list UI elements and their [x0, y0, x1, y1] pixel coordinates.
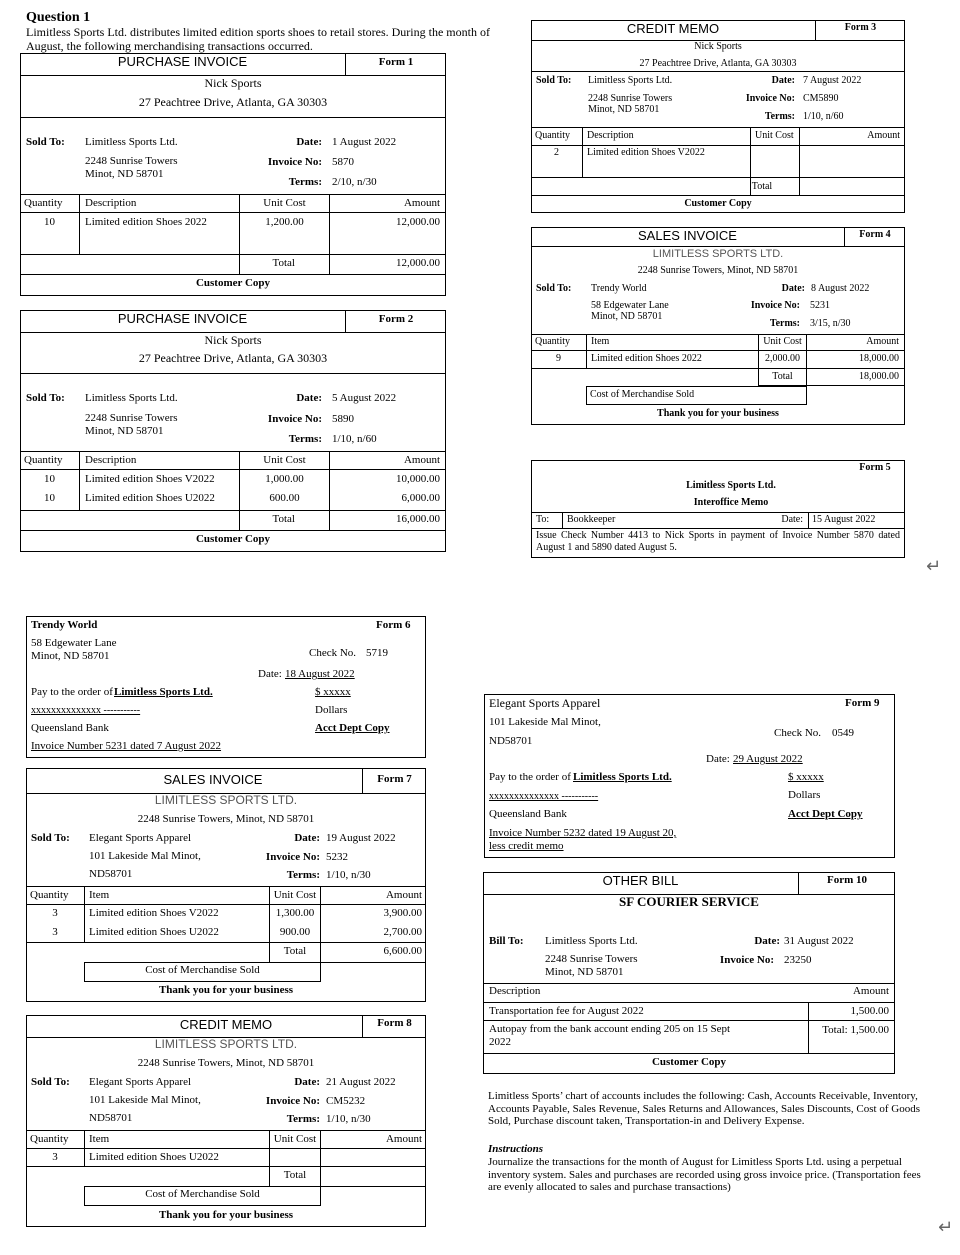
date-label: Date:	[296, 136, 322, 148]
payer-name: Trendy World	[31, 619, 98, 631]
form-number: Form 5	[859, 462, 891, 473]
vendor-name: Nick Sports	[694, 41, 742, 52]
buyer-name: Trendy World	[591, 283, 647, 294]
invoice-number: 5890	[332, 413, 354, 425]
buyer-address-2: Minot, ND 58701	[591, 311, 663, 322]
pay-to-label: Pay to the order of	[489, 771, 571, 783]
header-description: Description	[85, 454, 137, 466]
row-unit-cost: 900.00	[279, 926, 311, 938]
buyer-address-2: ND58701	[89, 1112, 133, 1124]
form-title: PURCHASE INVOICE	[117, 54, 248, 69]
sold-to-label: Sold To:	[26, 136, 65, 148]
header-quantity: Quantity	[535, 130, 570, 141]
buyer-name: Limitless Sports Ltd.	[545, 935, 638, 947]
check-date: 18 August 2022	[285, 668, 355, 680]
buyer-name: Limitless Sports Ltd.	[85, 136, 178, 148]
header-unit-cost: Unit Cost	[755, 130, 794, 141]
buyer-address-2: Minot, ND 58701	[588, 104, 660, 115]
vendor-address: 27 Peachtree Drive, Atlanta, GA 30303	[639, 58, 797, 69]
row-unit-cost: 1,300.00	[275, 907, 315, 919]
row-amount: 18,000.00	[859, 353, 899, 364]
seller-name: LIMITLESS SPORTS LTD.	[154, 1037, 298, 1051]
total-amount: 16,000.00	[396, 513, 440, 525]
form-number: Form 3	[844, 22, 877, 33]
terms-label: Terms:	[286, 1113, 320, 1125]
form-title: SALES INVOICE	[638, 228, 737, 243]
header-unit-cost: Unit Cost	[273, 889, 317, 901]
form-title: PURCHASE INVOICE	[117, 311, 248, 326]
seller-name: LIMITLESS SPORTS LTD.	[652, 248, 784, 260]
terms: 2/10, n/30	[332, 176, 377, 188]
row-quantity: 10	[44, 216, 55, 228]
total-label: Total	[272, 513, 295, 525]
header-amount: Amount	[852, 985, 889, 997]
buyer-address-2: Minot, ND 58701	[85, 425, 164, 437]
header-unit-cost: Unit Cost	[273, 1133, 317, 1145]
terms-label: Terms:	[769, 318, 800, 329]
check-amount: $ xxxxx	[315, 686, 351, 698]
header-item: Item	[89, 1133, 110, 1145]
buyer-address-1: 2248 Sunrise Towers	[545, 953, 638, 965]
total-amount: 18,000.00	[859, 371, 899, 382]
dollars-label: Dollars	[788, 789, 821, 801]
header-amount: Amount	[385, 1133, 422, 1145]
row-quantity: 3	[52, 907, 58, 919]
total-amount: Total: 1,500.00	[822, 1024, 889, 1036]
invoice-number: 5231	[810, 300, 830, 311]
amount-in-words: xxxxxxxxxxxxxx -----------	[489, 791, 599, 802]
check-memo: Invoice Number 5231 dated 7 August 2022	[31, 740, 222, 752]
payer-address-2: Minot, ND 58701	[31, 650, 110, 662]
row-unit-cost: 1,000.00	[265, 473, 304, 485]
invoice-date: 8 August 2022	[811, 283, 870, 294]
terms-label: Terms:	[764, 111, 795, 122]
autopay-note: Autopay from the bank account ending 205 on 15 Sept 2022	[489, 1023, 731, 1048]
vendor-name: Nick Sports	[204, 76, 262, 90]
dollars-label: Dollars	[315, 704, 348, 716]
invoice-number: 23250	[784, 954, 812, 966]
invoice-date: 1 August 2022	[332, 136, 397, 148]
payer-address-1: 101 Lakeside Mal Minot,	[489, 716, 601, 728]
invoice-number-label: Invoice No:	[265, 851, 320, 863]
form-title: CREDIT MEMO	[179, 1017, 273, 1032]
row-amount: 12,000.00	[396, 216, 440, 228]
bank-name: Queensland Bank	[31, 722, 109, 734]
terms-label: Terms:	[288, 176, 322, 188]
thank-you-note: Thank you for your business	[158, 984, 294, 996]
invoice-number: 5232	[326, 851, 348, 863]
vendor-address: 27 Peachtree Drive, Atlanta, GA 30303	[138, 351, 328, 365]
invoice-number: CM5890	[803, 93, 839, 104]
thank-you-note: Thank you for your business	[657, 408, 779, 419]
date-label: Date:	[294, 832, 320, 844]
payer-address-1: 58 Edgewater Lane	[31, 637, 117, 649]
row-unit-cost: 2,000.00	[765, 353, 800, 364]
customer-copy: Customer Copy	[684, 198, 752, 209]
header-item: Item	[89, 889, 110, 901]
header-quantity: Quantity	[24, 197, 63, 209]
bill-to-label: Bill To:	[489, 935, 524, 947]
invoice-number: 5870	[332, 156, 354, 168]
header-item: Item	[591, 336, 610, 347]
form-number: Form 6	[376, 619, 411, 631]
customer-copy: Customer Copy	[195, 533, 271, 545]
vendor-name: SF COURIER SERVICE	[619, 894, 759, 909]
check-number-label: Check No.	[309, 647, 357, 659]
memo-date: 7 August 2022	[803, 75, 862, 86]
date-label: Date:	[781, 514, 803, 525]
total-label: Total	[772, 371, 793, 382]
header-unit-cost: Unit Cost	[763, 336, 802, 347]
cogs-label: Cost of Merchandise Sold	[590, 389, 695, 400]
date-label: Date:	[771, 75, 795, 86]
date-label: Date:	[706, 753, 730, 765]
header-description: Description	[489, 985, 541, 997]
check-memo-line1: Invoice Number 5232 dated 19 August 20,	[489, 827, 677, 839]
form-title: CREDIT MEMO	[626, 21, 720, 36]
row-quantity: 9	[556, 353, 561, 364]
header-amount: Amount	[385, 889, 422, 901]
buyer-address-2: ND58701	[89, 868, 133, 880]
buyer-name: Elegant Sports Apparel	[89, 832, 192, 844]
bank-name: Queensland Bank	[489, 808, 567, 820]
total-amount: 6,600.00	[383, 945, 422, 957]
row-amount: 6,000.00	[401, 492, 440, 504]
sold-to-label: Sold To:	[31, 832, 70, 844]
payer-address-2: ND58701	[489, 735, 533, 747]
bill-date: 31 August 2022	[784, 935, 854, 947]
terms: 1/10, n/60	[332, 433, 377, 445]
amount-in-words: xxxxxxxxxxxxxx -----------	[31, 705, 141, 716]
terms: 3/15, n/30	[810, 318, 851, 329]
thank-you-note: Thank you for your business	[158, 1209, 294, 1221]
payee-name: Limitless Sports Ltd.	[573, 771, 672, 783]
form-number: Form 7	[377, 773, 412, 785]
date-label: Date:	[781, 283, 805, 294]
date-label: Date:	[296, 392, 322, 404]
buyer-address-1: 58 Edgewater Lane	[591, 300, 669, 311]
buyer-address-1: 101 Lakeside Mal Minot,	[89, 1094, 201, 1106]
memo-company: Limitless Sports Ltd.	[686, 480, 776, 491]
header-quantity: Quantity	[30, 889, 69, 901]
form-number: Form 9	[845, 697, 880, 709]
row-quantity: 10	[44, 473, 55, 485]
invoice-number-label: Invoice No:	[719, 954, 774, 966]
check-date: 29 August 2022	[733, 753, 803, 765]
buyer-name: Elegant Sports Apparel	[89, 1076, 192, 1088]
copy-label: Acct Dept Copy	[788, 808, 863, 820]
check-number: 5719	[366, 647, 388, 659]
row-description: Limited edition Shoes 2022	[85, 216, 207, 228]
total-label: Total	[272, 257, 295, 269]
row-description: Limited edition Shoes U2022	[85, 492, 215, 504]
sold-to-label: Sold To:	[26, 392, 65, 404]
vendor-name: Nick Sports	[204, 333, 262, 347]
buyer-address-1: 2248 Sunrise Towers	[85, 155, 178, 167]
sold-to-label: Sold To:	[536, 283, 572, 294]
invoice-number-label: Invoice No:	[750, 300, 800, 311]
total-amount: 12,000.00	[396, 257, 440, 269]
row-description: Limited edition Shoes V2022	[587, 147, 705, 158]
form-title: OTHER BILL	[602, 873, 679, 888]
seller-address: 2248 Sunrise Towers, Minot, ND 58701	[137, 813, 315, 825]
form-number: Form 2	[378, 313, 414, 325]
header-quantity: Quantity	[24, 454, 63, 466]
total-label: Total	[751, 181, 773, 192]
question-title: Question 1	[26, 10, 91, 25]
row-quantity: 3	[52, 1151, 58, 1163]
memo-body: Issue Check Number 4413 to Nick Sports in payment of Invoice Number 5870 dated August 1 and 5890 dated August 5.	[536, 530, 900, 553]
row-quantity: 3	[52, 926, 58, 938]
invoice-number: CM5232	[326, 1095, 366, 1107]
header-amount: Amount	[866, 336, 899, 347]
buyer-address-1: 2248 Sunrise Towers	[85, 412, 178, 424]
invoice-number-label: Invoice No:	[265, 1095, 320, 1107]
form-title: SALES INVOICE	[163, 772, 263, 787]
total-label: Total	[283, 1169, 307, 1181]
total-label: Total	[283, 945, 307, 957]
date-label: Date:	[258, 668, 282, 680]
paragraph-mark: ↵	[938, 1217, 954, 1238]
row-amount: 10,000.00	[396, 473, 440, 485]
header-quantity: Quantity	[30, 1133, 69, 1145]
form-number: Form 10	[826, 874, 867, 886]
invoice-number-label: Invoice No:	[745, 93, 795, 104]
memo-date: 15 August 2022	[812, 514, 876, 525]
sold-to-label: Sold To:	[536, 75, 572, 86]
sold-to-label: Sold To:	[31, 1076, 70, 1088]
instructions-title: Instructions	[488, 1143, 544, 1155]
copy-label: Acct Dept Copy	[315, 722, 390, 734]
memo-recipient: Bookkeeper	[567, 514, 616, 525]
memo-date: 21 August 2022	[326, 1076, 396, 1088]
buyer-address-1: 2248 Sunrise Towers	[588, 93, 673, 104]
payer-name: Elegant Sports Apparel	[489, 696, 601, 710]
terms-label: Terms:	[288, 433, 322, 445]
row-item: Limited edition Shoes V2022	[89, 907, 219, 919]
header-amount: Amount	[403, 454, 440, 466]
seller-name: LIMITLESS SPORTS LTD.	[154, 793, 298, 807]
row-amount: 1,500.00	[850, 1005, 889, 1017]
row-quantity: 2	[554, 147, 559, 158]
terms: 1/10, n/60	[803, 111, 844, 122]
buyer-name: Limitless Sports Ltd.	[85, 392, 178, 404]
question-intro-line2: August, the following merchandising transactions occurred.	[26, 39, 313, 53]
header-quantity: Quantity	[535, 336, 570, 347]
pay-to-label: Pay to the order of	[31, 686, 113, 698]
date-label: Date:	[754, 935, 780, 947]
header-amount: Amount	[403, 197, 440, 209]
seller-address: 2248 Sunrise Towers, Minot, ND 58701	[637, 265, 799, 276]
invoice-date: 5 August 2022	[332, 392, 397, 404]
header-unit-cost: Unit Cost	[263, 454, 306, 466]
memo-heading: Interoffice Memo	[693, 497, 769, 508]
buyer-address-1: 101 Lakeside Mal Minot,	[89, 850, 201, 862]
row-description: Limited edition Shoes V2022	[85, 473, 215, 485]
row-item: Limited edition Shoes 2022	[591, 353, 702, 364]
seller-address: 2248 Sunrise Towers, Minot, ND 58701	[137, 1057, 315, 1069]
row-description: Transportation fee for August 2022	[489, 1005, 644, 1017]
paragraph-mark: ↵	[926, 556, 942, 577]
payee-name: Limitless Sports Ltd.	[114, 686, 213, 698]
buyer-name: Limitless Sports Ltd.	[588, 75, 673, 86]
row-item: Limited edition Shoes U2022	[89, 1151, 219, 1163]
form-number: Form 1	[378, 56, 414, 68]
date-label: Date:	[294, 1076, 320, 1088]
instructions-body: Journalize the transactions for the month of August for Limitless Sports Ltd. using a perpetual inventory system. Sales and purchases are recorded using gross invoice price. (Transportation fees are evenly allocated to sales and purchase transactions)	[488, 1156, 921, 1194]
row-amount: 2,700.00	[383, 926, 422, 938]
header-unit-cost: Unit Cost	[263, 197, 306, 209]
chart-of-accounts-text: Limitless Sports’ chart of accounts includes the following: Cash, Accounts Receivable, Inventory, Accounts Payable, Sales Revenue, Sales Returns and Allowances, Sales Discounts, Cost of Goods Sold, Purchase discount taken, Transportation-in and Delivery Expense.	[488, 1090, 920, 1128]
form-number: Form 8	[377, 1017, 412, 1029]
row-quantity: 10	[44, 492, 55, 504]
header-description: Description	[85, 197, 137, 209]
invoice-number-label: Invoice No:	[267, 156, 322, 168]
check-amount: $ xxxxx	[788, 771, 824, 783]
row-unit-cost: 1,200.00	[265, 216, 304, 228]
header-amount: Amount	[867, 130, 900, 141]
check-memo-line2: less credit memo	[489, 840, 564, 852]
check-number-label: Check No.	[774, 727, 822, 739]
row-amount: 3,900.00	[383, 907, 422, 919]
row-unit-cost: 600.00	[269, 492, 300, 504]
to-label: To:	[536, 514, 550, 525]
check-number: 0549	[832, 727, 854, 739]
customer-copy: Customer Copy	[195, 277, 271, 289]
cogs-label: Cost of Merchandise Sold	[145, 1188, 260, 1200]
invoice-number-label: Invoice No:	[267, 413, 322, 425]
question-intro-line1: Limitless Sports Ltd. distributes limited edition sports shoes to retail stores. During the month of	[26, 25, 490, 39]
form-number: Form 4	[859, 229, 891, 240]
terms-label: Terms:	[286, 869, 320, 881]
vendor-address: 27 Peachtree Drive, Atlanta, GA 30303	[138, 95, 328, 109]
row-item: Limited edition Shoes U2022	[89, 926, 219, 938]
terms: 1/10, n/30	[326, 869, 371, 881]
terms: 1/10, n/30	[326, 1113, 371, 1125]
customer-copy: Customer Copy	[651, 1056, 727, 1068]
header-description: Description	[587, 130, 634, 141]
buyer-address-2: Minot, ND 58701	[545, 966, 624, 978]
buyer-address-2: Minot, ND 58701	[85, 168, 164, 180]
invoice-date: 19 August 2022	[326, 832, 396, 844]
cogs-label: Cost of Merchandise Sold	[145, 964, 260, 976]
